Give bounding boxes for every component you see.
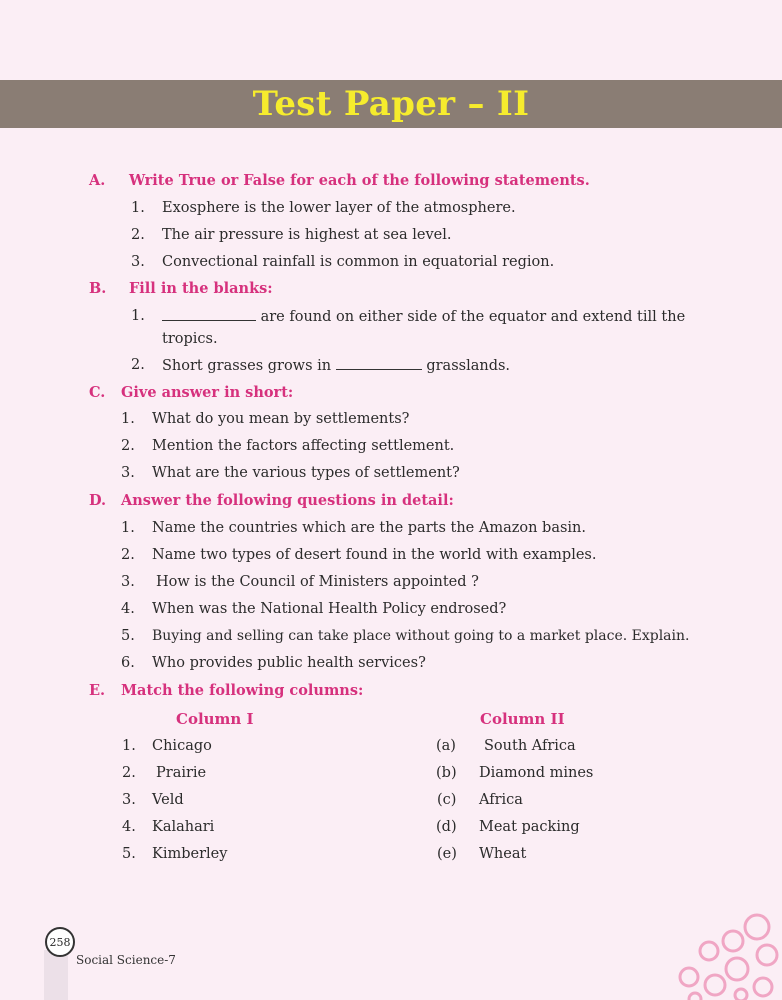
column-2-value: Meat packing — [479, 819, 580, 835]
item-text: What do you mean by settlements? — [152, 411, 410, 427]
item-number: 3. — [121, 465, 135, 481]
section-heading: Give answer in short: — [121, 384, 294, 401]
section-heading: Write True or False for each of the following statements. — [129, 172, 590, 189]
item-text: What are the various types of settlement? — [152, 465, 460, 481]
section-letter: A. — [89, 172, 106, 189]
item-text — [162, 357, 510, 374]
item-number: 1. — [121, 520, 135, 536]
item-text: Convectional rainfall is common in equatorial region. — [162, 254, 555, 270]
answer-blank — [336, 357, 422, 370]
item-number: 1. — [131, 200, 145, 216]
item-text-after: are found on either side of the equator and extend till the — [260, 309, 686, 325]
column-1-value: Chicago — [152, 738, 212, 754]
item-text-after: grasslands. — [426, 358, 511, 374]
section-heading: Answer the following questions in detail: — [121, 492, 454, 509]
column-1-value: Kimberley — [152, 846, 228, 862]
item-number: 2. — [121, 438, 135, 454]
section-letter: C. — [89, 384, 106, 401]
item-number: 2. — [131, 227, 145, 243]
item-text: Mention the factors affecting settlement. — [152, 438, 455, 454]
row-number: 1. — [122, 738, 136, 754]
book-title: Social Science-7 — [76, 953, 176, 967]
row-number: 4. — [122, 819, 136, 835]
item-number: 1. — [131, 308, 145, 324]
row-number: 2. — [122, 765, 136, 781]
row-number: 5. — [122, 846, 136, 862]
item-text: The air pressure is highest at sea level. — [162, 227, 452, 243]
section-letter: D. — [89, 492, 107, 509]
page-number: 258 — [45, 927, 75, 957]
item-number: 1. — [121, 411, 135, 427]
column-2-value: Diamond mines — [479, 765, 594, 781]
item-number: 3. — [131, 254, 145, 270]
item-number: 6. — [121, 655, 135, 671]
title-banner — [0, 80, 782, 128]
item-number: 3. — [121, 574, 135, 590]
item-text: Who provides public health services? — [152, 655, 426, 671]
row-label: (b) — [436, 765, 457, 781]
section-heading: Match the following columns: — [121, 682, 364, 699]
column-2-value: Africa — [479, 792, 523, 808]
item-number: 4. — [121, 601, 135, 617]
answer-blank — [162, 308, 256, 321]
item-text — [162, 308, 685, 325]
row-label: (c) — [437, 792, 457, 808]
column-1-value: Prairie — [156, 765, 207, 781]
row-number: 3. — [122, 792, 136, 808]
column-1-value: Kalahari — [152, 819, 215, 835]
item-number: 2. — [131, 357, 145, 373]
item-text: Name the countries which are the parts the Amazon basin. — [152, 520, 586, 536]
section-letter: B. — [89, 280, 107, 297]
column-2-value: South Africa — [484, 738, 576, 754]
column-1-header: Column I — [176, 710, 254, 728]
row-label: (e) — [437, 846, 457, 862]
column-1-value: Veld — [152, 792, 184, 808]
list-item-continuation: tropics. — [162, 331, 218, 347]
item-number: 2. — [121, 547, 135, 563]
section-heading: Fill in the blanks: — [129, 280, 273, 297]
row-label: (d) — [436, 819, 457, 835]
item-text: When was the National Health Policy endrosed? — [152, 601, 507, 617]
row-label: (a) — [436, 738, 456, 754]
item-number: 5. — [121, 628, 135, 644]
page-tab — [44, 950, 68, 1000]
item-text: Name two types of desert found in the world with examples. — [152, 547, 597, 563]
column-2-value: Wheat — [479, 846, 527, 862]
page-title: Test Paper – II — [252, 84, 530, 124]
item-text: Exosphere is the lower layer of the atmosphere. — [162, 200, 516, 216]
column-2-header: Column II — [480, 710, 565, 728]
decorative-circles-icon — [675, 905, 782, 1000]
section-letter: E. — [89, 682, 106, 699]
item-text: How is the Council of Ministers appointed ? — [156, 574, 479, 590]
item-text-before: Short grasses grows in — [162, 358, 332, 374]
item-text: Buying and selling can take place without going to a market place. Explain. — [152, 628, 690, 644]
